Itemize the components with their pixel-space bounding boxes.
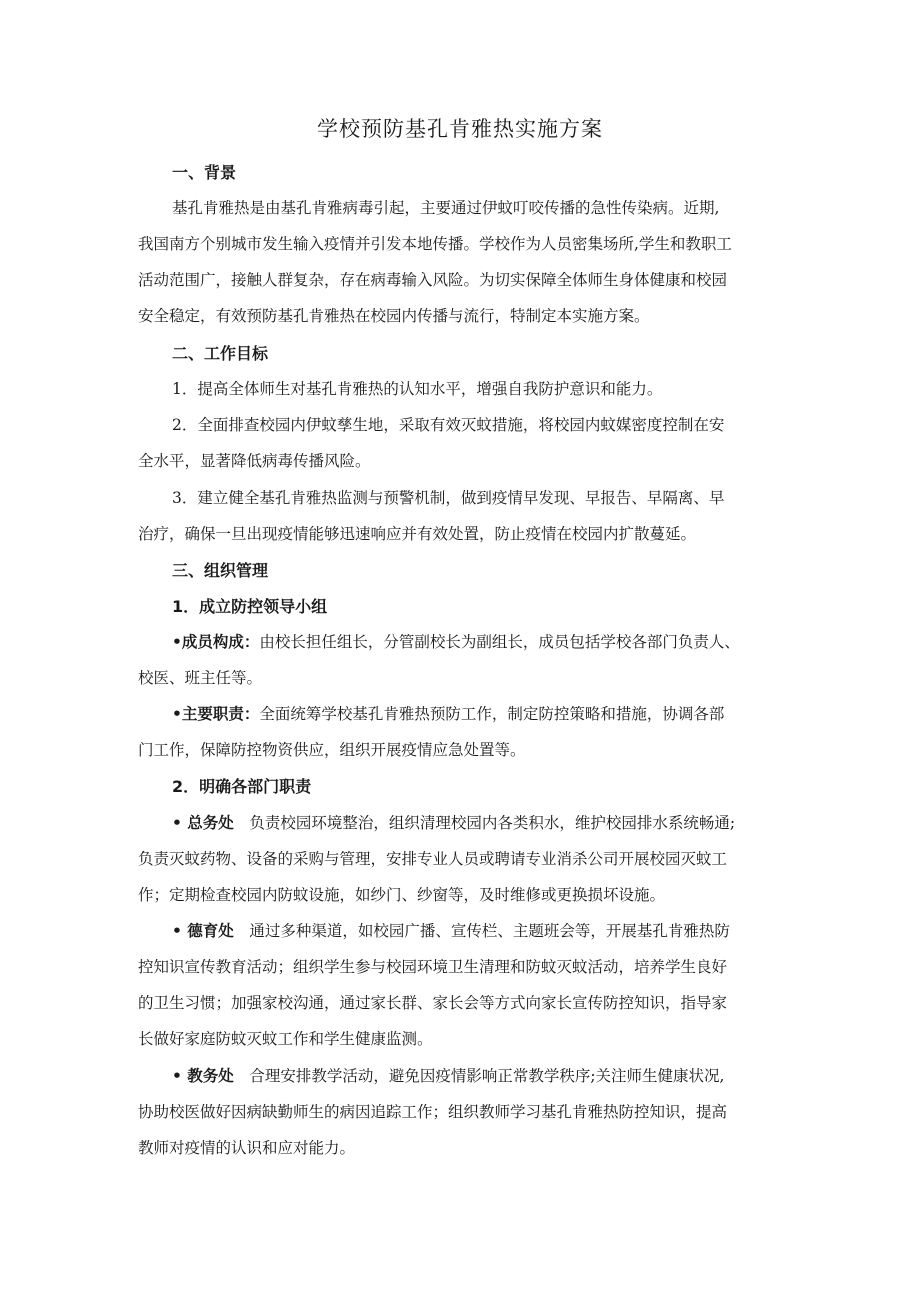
- members-line: [172, 630, 784, 652]
- goal-item-1: 1．提高全体师生对基孔肯雅热的认知水平，增强自我防护意识和能力。: [172, 380, 663, 398]
- duties-label: •主要职责：: [172, 705, 260, 723]
- general-affairs-label: • 总务处: [172, 814, 234, 832]
- general-affairs-text: 负责校园环境整治，组织清理校园内各类积水，维护校园排水系统畅通;: [249, 814, 736, 832]
- members-text: 由校长担任组长，分管副校长为副组长，成员包括学校各部门负责人、: [259, 633, 740, 651]
- paragraph-line: 教师对疫情的认识和应对能力。: [138, 1139, 356, 1157]
- goal-item-3: 3．建立健全基孔肯雅热监测与预警机制，做到疫情早发现、早报告、早隔离、早: [172, 489, 725, 507]
- paragraph-line: 门工作，保障防控物资供应，组织开展疫情应急处置等。: [138, 741, 526, 759]
- general-affairs-line: [172, 811, 784, 833]
- subheading-department-duties: 2．明确各部门职责: [172, 777, 312, 796]
- section-heading-goals: 二、工作目标: [172, 344, 269, 363]
- section-heading-organization: 三、组织管理: [172, 561, 269, 580]
- paragraph-line: 控知识宣传教育活动；组织学生参与校园环境卫生清理和防蚊灭蚊活动，培养学生良好: [138, 958, 728, 976]
- section-heading-background: 一、背景: [172, 163, 237, 182]
- paragraph-line: 校医、班主任等。: [138, 669, 263, 687]
- paragraph-line: 安全稳定，有效预防基孔肯雅热在校园内传播与流行，特制定本实施方案。: [138, 307, 650, 325]
- paragraph-line: 基孔肯雅热是由基孔肯雅病毒引起，主要通过伊蚊叮咬传播的急性传染病。近期,: [172, 199, 720, 217]
- paragraph-line: 治疗，确保一旦出现疫情能够迅速响应并有效处置，防止疫情在校园内扩散蔓延。: [138, 525, 697, 543]
- paragraph-line: 协助校医做好因病缺勤师生的病因追踪工作；组织教师学习基孔肯雅热防控知识，提高: [138, 1103, 728, 1121]
- paragraph-line: 活动范围广，接触人群复杂，存在病毒输入风险。为切实保障全体师生身体健康和校园: [138, 271, 728, 289]
- members-label: •成员构成：: [172, 633, 260, 651]
- subheading-leadership-group: 1．成立防控领导小组: [172, 597, 328, 616]
- paragraph-line: 全水平，显著降低病毒传播风险。: [138, 452, 371, 470]
- academic-affairs-label: • 教务处: [172, 1067, 234, 1085]
- duties-text: 全面统筹学校基孔肯雅热预防工作，制定防控策略和措施，协调各部: [259, 705, 725, 723]
- document-title: 学校预防基孔肯雅热实施方案: [317, 117, 603, 141]
- duties-line: [172, 702, 784, 724]
- paragraph-line: 我国南方个别城市发生输入疫情并引发本地传播。学校作为人员密集场所,学生和教职工: [138, 235, 732, 253]
- moral-education-label: • 德育处: [172, 922, 234, 940]
- paragraph-line: 负责灭蚊药物、设备的采购与管理，安排专业人员或聘请专业消杀公司开展校园灭蚊工: [138, 850, 728, 868]
- academic-affairs-text: 合理安排教学活动，避免因疫情影响正常教学秩序;关注师生健康状况,: [249, 1067, 725, 1085]
- goal-item-2: 2．全面排查校园内伊蚊孳生地，采取有效灭蚊措施，将校园内蚊媒密度控制在安: [172, 416, 725, 434]
- moral-education-text: 通过多种渠道，如校园广播、宣传栏、主题班会等，开展基孔肯雅热防: [249, 922, 730, 940]
- moral-education-line: [172, 919, 784, 941]
- paragraph-line: 作；定期检查校园内防蚊设施，如纱门、纱窗等，及时维修或更换损坏设施。: [138, 886, 666, 904]
- paragraph-line: 长做好家庭防蚊灭蚊工作和学生健康监测。: [138, 1030, 433, 1048]
- academic-affairs-line: [172, 1064, 784, 1086]
- paragraph-line: 的卫生习惯；加强家校沟通，通过家长群、家长会等方式向家长宣传防控知识，指导家: [138, 994, 728, 1012]
